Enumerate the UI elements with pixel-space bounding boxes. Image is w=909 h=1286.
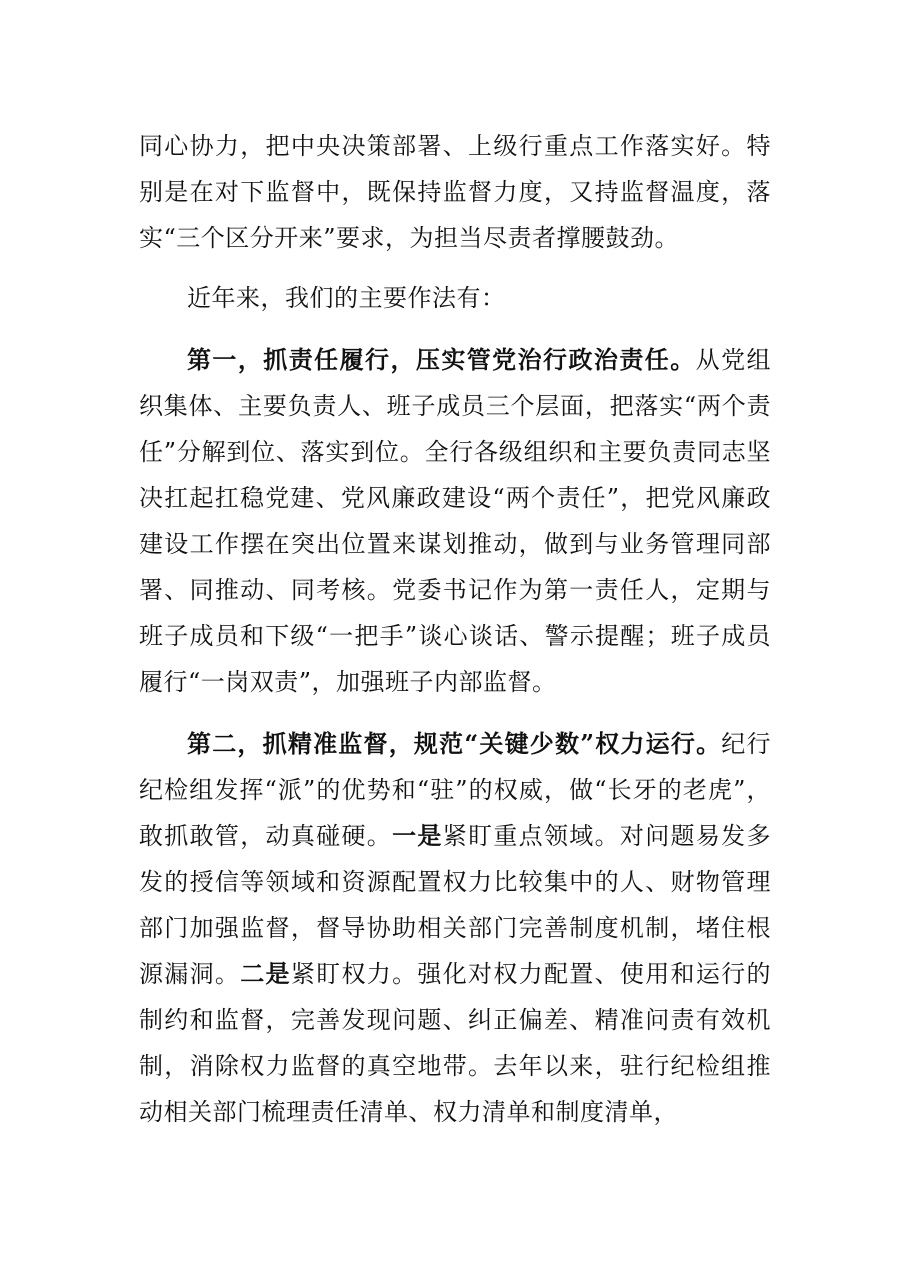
first-point-body: 从党组织集体、主要负责人、班子成员三个层面，把落实“两个责任”分解到位、落实到位。全行各级组织和主要负责同志坚决扛起扛稳党建、党风廉政建设“两个责任”，把党风廉政建设工作摆在突出位置来谋划推动，做到与业务管理同部署、同推动、同考核。党委书记作为第一责任人，定期与班子成员和下级“一把手”谈心谈话、警示提醒；班子成员履行“一岗双责”，加强班子内部监督。 [139,346,772,696]
paragraph-intro: 同心协力，把中央决策部署、上级行重点工作落实好。特别是在对下监督中，既保持监督力度，又持监督温度，落实“三个区分开来”要求，为担当尽责者撑腰鼓劲。 [139,132,771,252]
document-page [139,123,771,1135]
second-point-body-2: 紧盯重点领域。对问题易发多发的授信等领域和资源配置权力比较集中的人、财物管理部门加强监督，督导协助相关部门完善制度机制，堵住根源漏洞。 [139,822,771,988]
paragraph-second-point [139,721,771,1135]
paragraph-first-point [139,337,771,705]
second-point-label-1: 一是 [392,821,443,850]
second-point-label-2: 二是 [240,959,291,988]
first-point-heading: 第一，抓责任履行，压实管党治行政治责任。 [187,345,696,374]
paragraph-methods-lead: 近年来，我们的主要作法有： [187,284,506,312]
second-point-body-1: 纪行纪检组发挥“派”的优势和“驻”的权威，做“长牙的老虎”，敢抓敢管，动真碰硬。 [139,730,772,850]
second-point-heading: 第二，抓精准监督，规范“关键少数”权力运行。 [187,729,722,758]
second-point-body-3: 紧盯权力。强化对权力配置、使用和运行的制约和监督，完善发现问题、纠正偏差、精准问责有效机制，消除权力监督的真空地带。去年以来，驻行纪检组推动相关部门梳理责任清单、权力清单和制度清单， [139,960,771,1126]
